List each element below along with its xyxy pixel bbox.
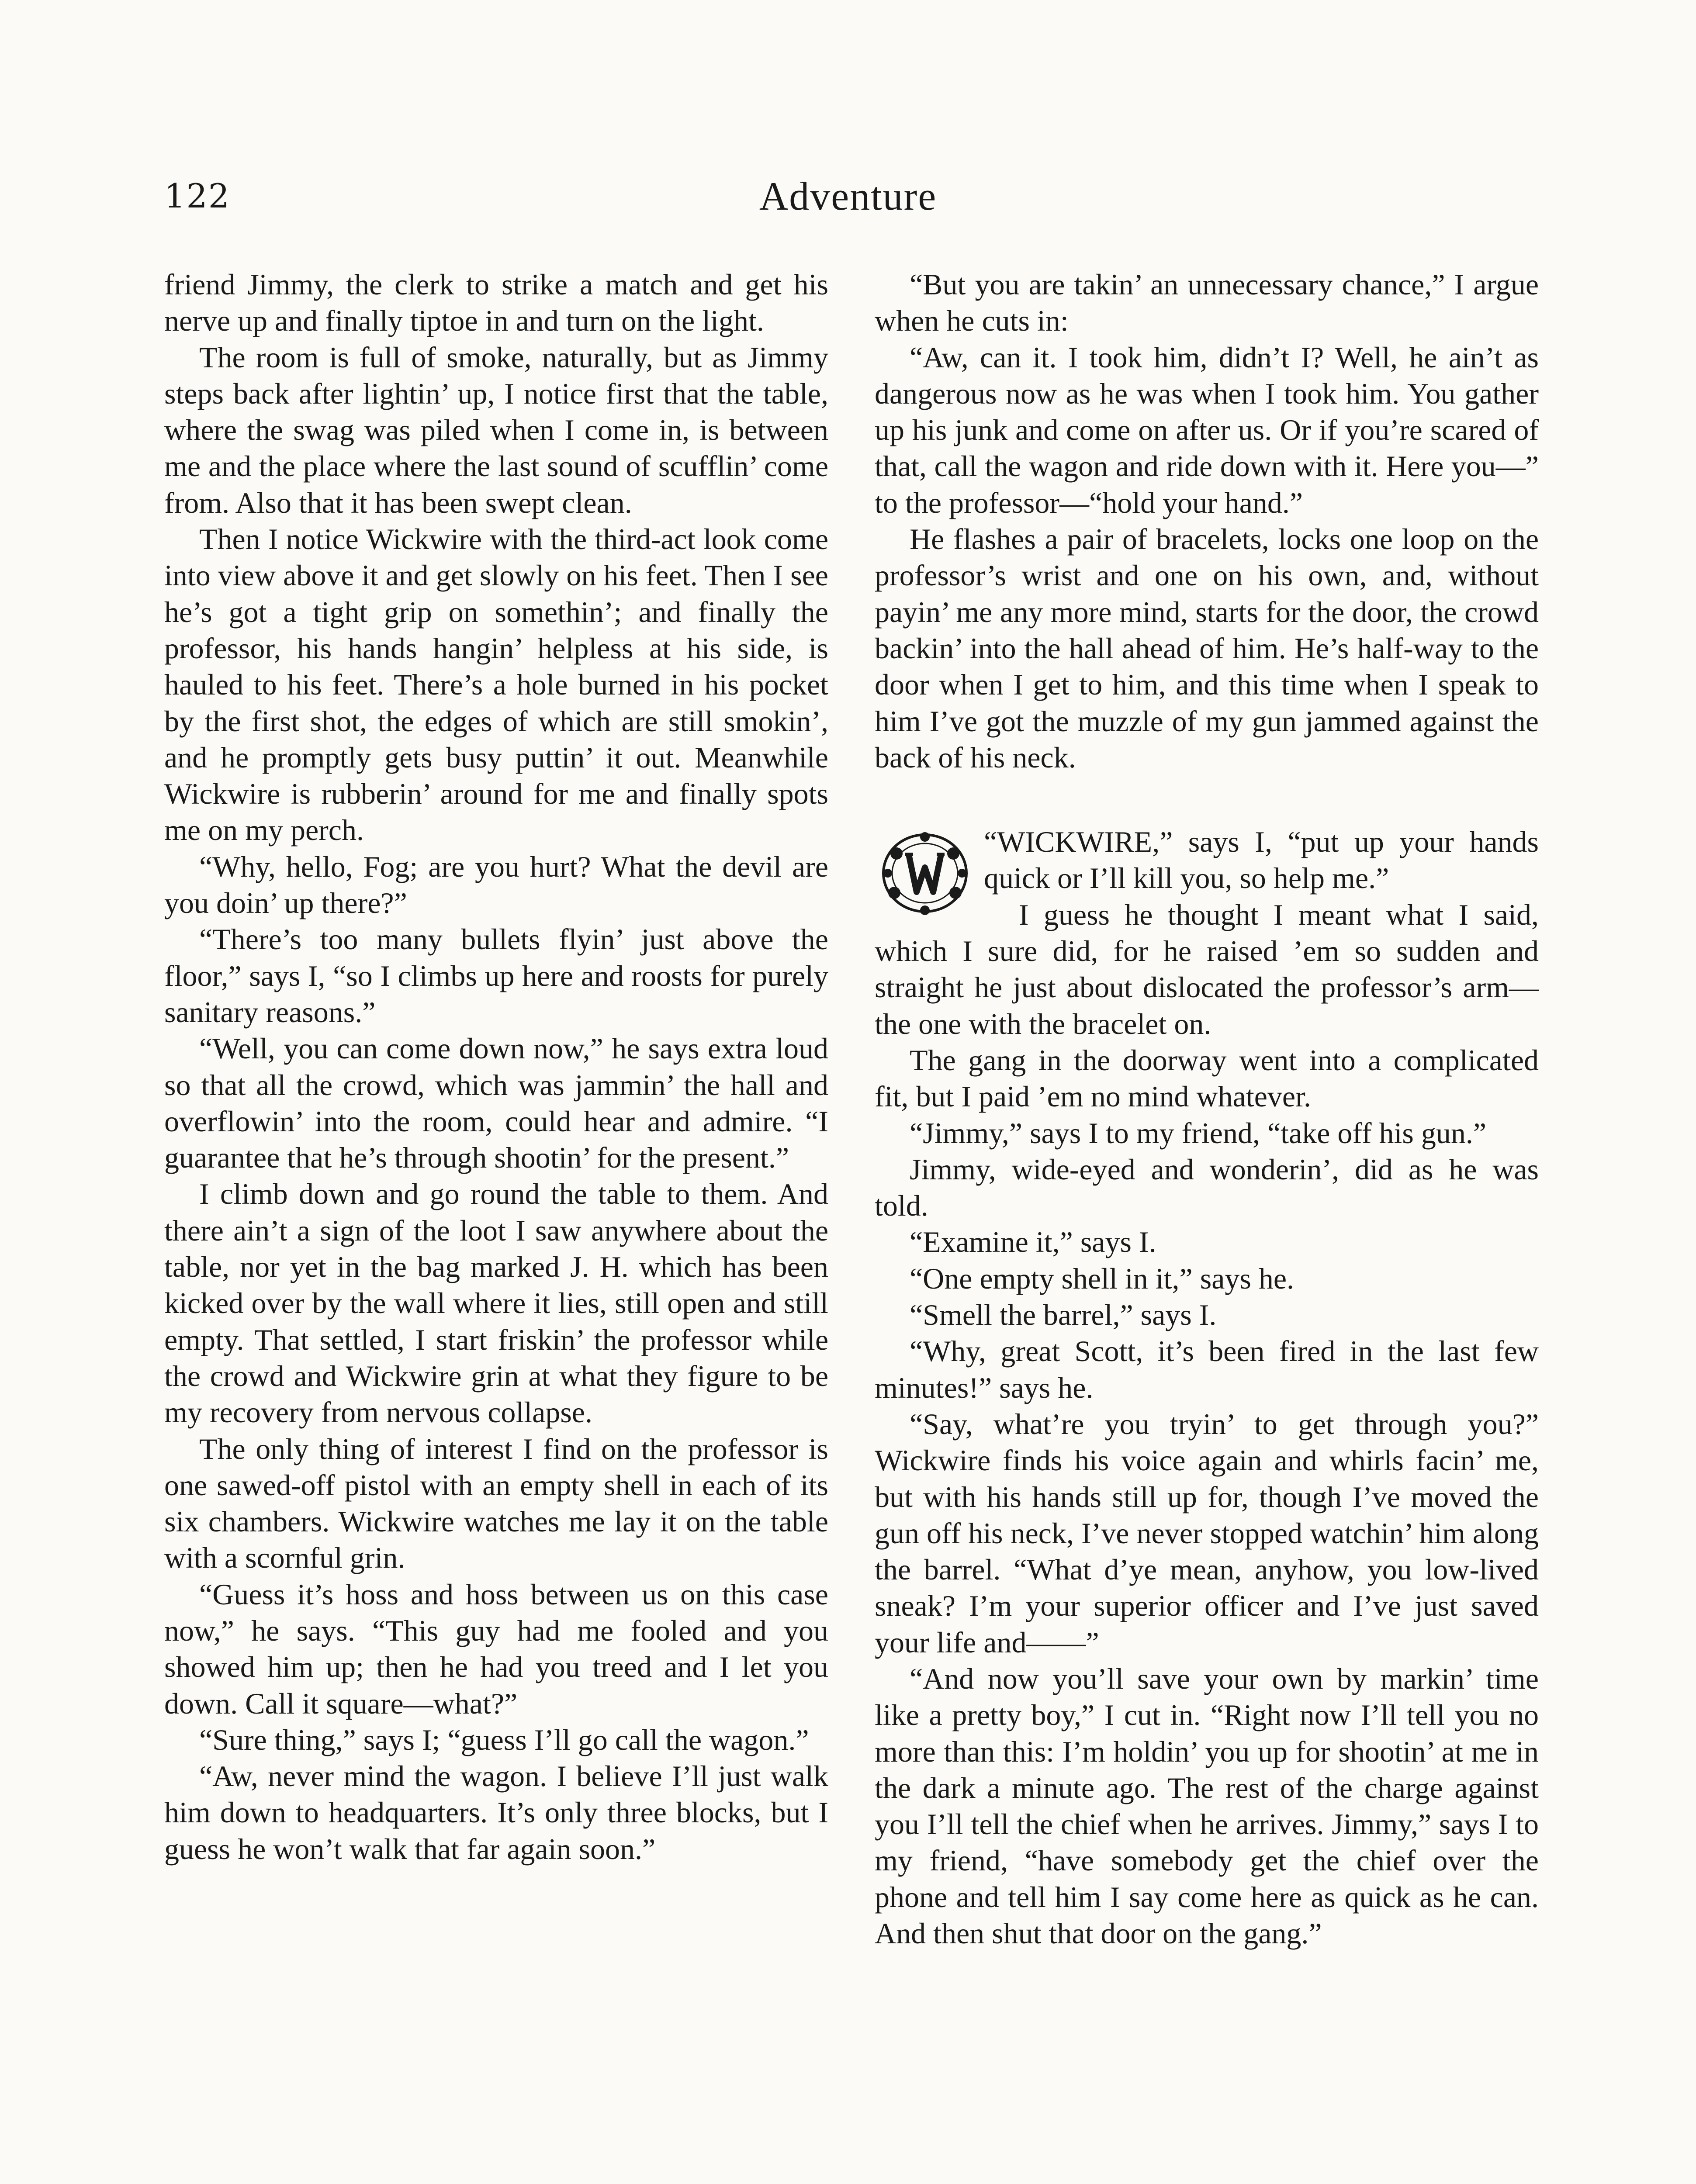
right-column [875,266,1539,1952]
paragraph: “And now you’ll save your own by markin’ time like a pretty boy,” I cut in. “Right now I’ll tell you no more than this: I’m holdin’ you up for shootin’ at me in the dark a minute ago. The rest of the charge against you I’ll tell the chief when he arrives. Jimmy,” says I to my friend, “have somebody get the chief over the phone and tell him I say come here as quick as he can. And then shut that door on the gang.” [875,1662,1539,1950]
left-column [164,266,828,1867]
paragraph: “Jimmy,” says I to my friend, “take off his gun.” [910,1116,1487,1150]
paragraph: “Aw, never mind the wagon. I believe I’ll just walk him down to headquarters. It’s only three blocks, but I guess he won’t walk that far again soon.” [164,1759,828,1866]
paragraph: “Well, you can come down now,” he says extra loud so that all the crowd, which was jammin’ the hall and overflowin’ into the room, could hear and admire. “I guarantee that he’s through shootin’ for the present.” [164,1032,828,1175]
paragraph: I guess he thought I meant what I said, which I sure did, for he raised ’em so sudden and straight he just about dislocated the professor’s arm—the one with the bracelet on. [875,898,1539,1040]
page-number: 122 [164,176,231,215]
paragraph: I climb down and go round the table to them. And there ain’t a sign of the loot I saw anywhere about the table, nor yet in the bag marked J. H. which has been kicked over by the wall where it lies, still open and still empty. That settled, I start friskin’ the professor while the crowd and Wickwire grin at what they figure to be my recovery from nervous collapse. [164,1177,828,1429]
paragraph: friend Jimmy, the clerk to strike a match and get his nerve up and finally tiptoe in and turn on the light. [164,268,828,338]
dropcap-paragraph-block [875,824,1539,897]
paragraph: “Sure thing,” says I; “guess I’ll go call the wagon.” [199,1723,809,1756]
paragraph: The gang in the doorway went into a complicated fit, but I paid ’em no mind whatever. [875,1043,1539,1113]
running-head: Adventure [759,174,937,218]
paragraph: “But you are takin’ an unnecessary chance,” I argue when he cuts in: [875,268,1539,338]
paragraph: “Aw, can it. I took him, didn’t I? Well, he ain’t as dangerous now as he was when I took him. You gather up his junk and come on after us. Or if you’re scared of that, call the wagon and ride down with it. Here you—” to the professor—“hold your hand.” [875,340,1539,519]
section-break [875,776,1539,824]
paragraph: “One empty shell in it,” says he. [910,1261,1294,1295]
paragraph: Then I notice Wickwire with the third-act look come into view above it and get slowly on his feet. Then I see he’s got a tight grip on somethin’; and finally the professor, his hands hangin’ helpless at his side, is hauled to his feet. There’s a hole burned in his pocket by the first shot, the edges of which are still smokin’, and he promptly gets busy puttin’ it out. Meanwhile Wickwire is rubberin’ around for me and finally spots me on my perch. [164,522,828,847]
paragraph: “Say, what’re you tryin’ to get through you?” Wickwire finds his voice again and whirls facin’ me, but with his hands still up for, though I’ve moved the gun off his neck, I’ve never stopped watchin’ him along the barrel. “What d’ye mean, anyhow, you low-lived sneak? I’m your superior officer and I’ve just saved your life and——” [875,1407,1539,1659]
paragraph: He flashes a pair of bracelets, locks one loop on the professor’s wrist and one on his own, and, without payin’ me any more mind, starts for the door, the crowd backin’ into the hall ahead of him. He’s half-way to the door when I get to him, and this time when I speak to him I’ve got the muzzle of my gun jammed against the back of his neck. [875,522,1539,774]
paragraph: “Why, hello, Fog; are you hurt? What the devil are you doin’ up there?” [164,850,828,920]
paragraph: The room is full of smoke, naturally, but as Jimmy steps back after lightin’ up, I notice first that the table, where the swag was piled when I come in, is between me and the place where the last sound of scufflin’ come from. Also that it has been swept clean. [164,340,828,519]
paragraph: “Examine it,” says I. [910,1225,1156,1259]
paragraph: “Why, great Scott, it’s been fired in the last few minutes!” says he. [875,1334,1539,1404]
paragraph: “WICKWIRE,” says I, “put up your hands quick or I’ll kill you, so help me.” [984,825,1539,895]
paragraph: The only thing of interest I find on the professor is one sawed-off pistol with an empty shell in each of its six chambers. Wickwire watches me lay it on the table with a scornful grin. [164,1432,828,1575]
paragraph: Jimmy, wide-eyed and wonderin’, did as he was told. [875,1152,1539,1223]
paragraph: “There’s too many bullets flyin’ just above the floor,” says I, “so I climbs up here and roosts for purely sanitary reasons.” [164,923,828,1029]
paragraph: “Guess it’s hoss and hoss between us on this case now,” he says. “This guy had me fooled and you showed him up; then he had you treed and I let you down. Call it square—what?” [164,1577,828,1720]
ornamental-initial-icon [875,827,975,919]
paragraph: “Smell the barrel,” says I. [910,1298,1217,1332]
